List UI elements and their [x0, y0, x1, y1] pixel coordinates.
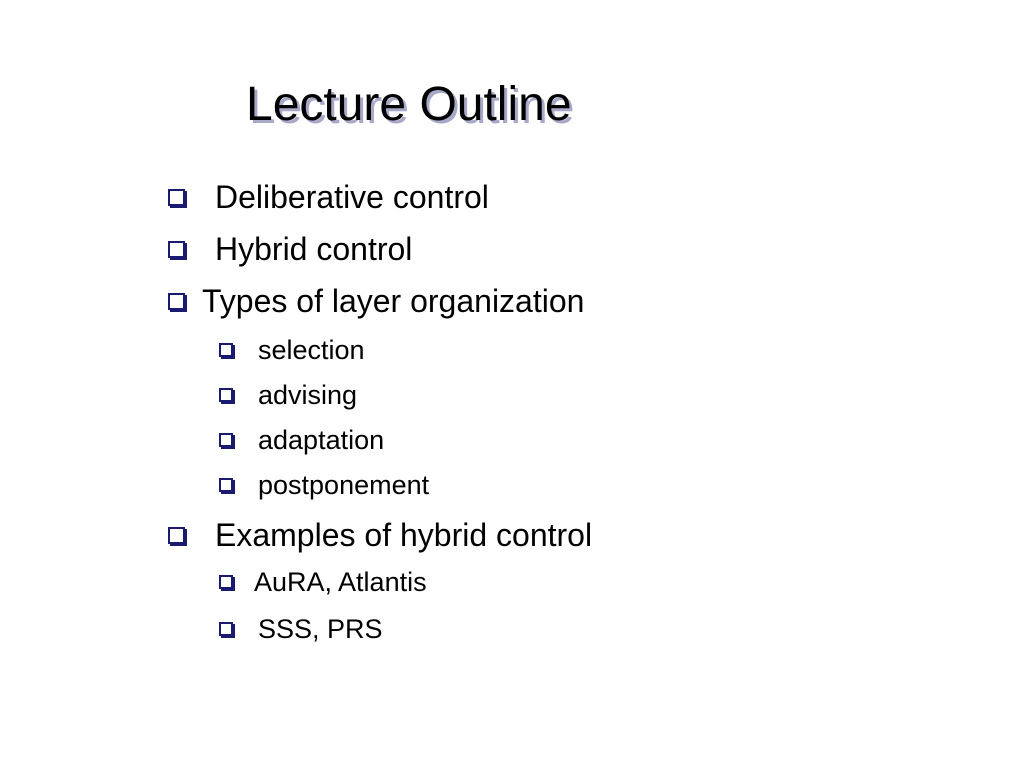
bullet-label: Hybrid control: [215, 231, 413, 267]
bullet-item: [168, 229, 412, 269]
bullet-label: Types of layer organization: [202, 283, 585, 319]
square-bullet-icon: [219, 622, 233, 636]
square-bullet-icon: [168, 293, 185, 310]
sub-bullet-label: advising: [258, 380, 358, 410]
bullet-label: Examples of hybrid control: [215, 517, 593, 553]
square-bullet-icon: [219, 388, 233, 402]
bullet-label: Deliberative control: [215, 179, 489, 215]
sub-bullet-label: adaptation: [258, 425, 385, 455]
sub-bullet-item: [219, 565, 427, 599]
bullet-item: [168, 177, 489, 217]
square-bullet-icon: [219, 433, 233, 447]
sub-bullet-item: [219, 423, 384, 457]
slide-title: Lecture Outline: [246, 78, 572, 131]
sub-bullet-label: AuRA, Atlantis: [254, 567, 427, 597]
sub-bullet-item: [219, 378, 357, 412]
square-bullet-icon: [168, 189, 185, 206]
sub-bullet-item: [219, 333, 365, 367]
square-bullet-icon: [168, 241, 185, 258]
sub-bullet-label: SSS, PRS: [258, 614, 383, 644]
sub-bullet-item: [219, 468, 429, 502]
sub-bullet-item: [219, 612, 383, 646]
bullet-item: [168, 281, 584, 321]
square-bullet-icon: [219, 478, 233, 492]
sub-bullet-label: postponement: [258, 470, 430, 500]
bullet-item: [168, 515, 592, 555]
sub-bullet-label: selection: [258, 335, 365, 365]
square-bullet-icon: [219, 343, 233, 357]
square-bullet-icon: [219, 575, 233, 589]
square-bullet-icon: [168, 527, 185, 544]
